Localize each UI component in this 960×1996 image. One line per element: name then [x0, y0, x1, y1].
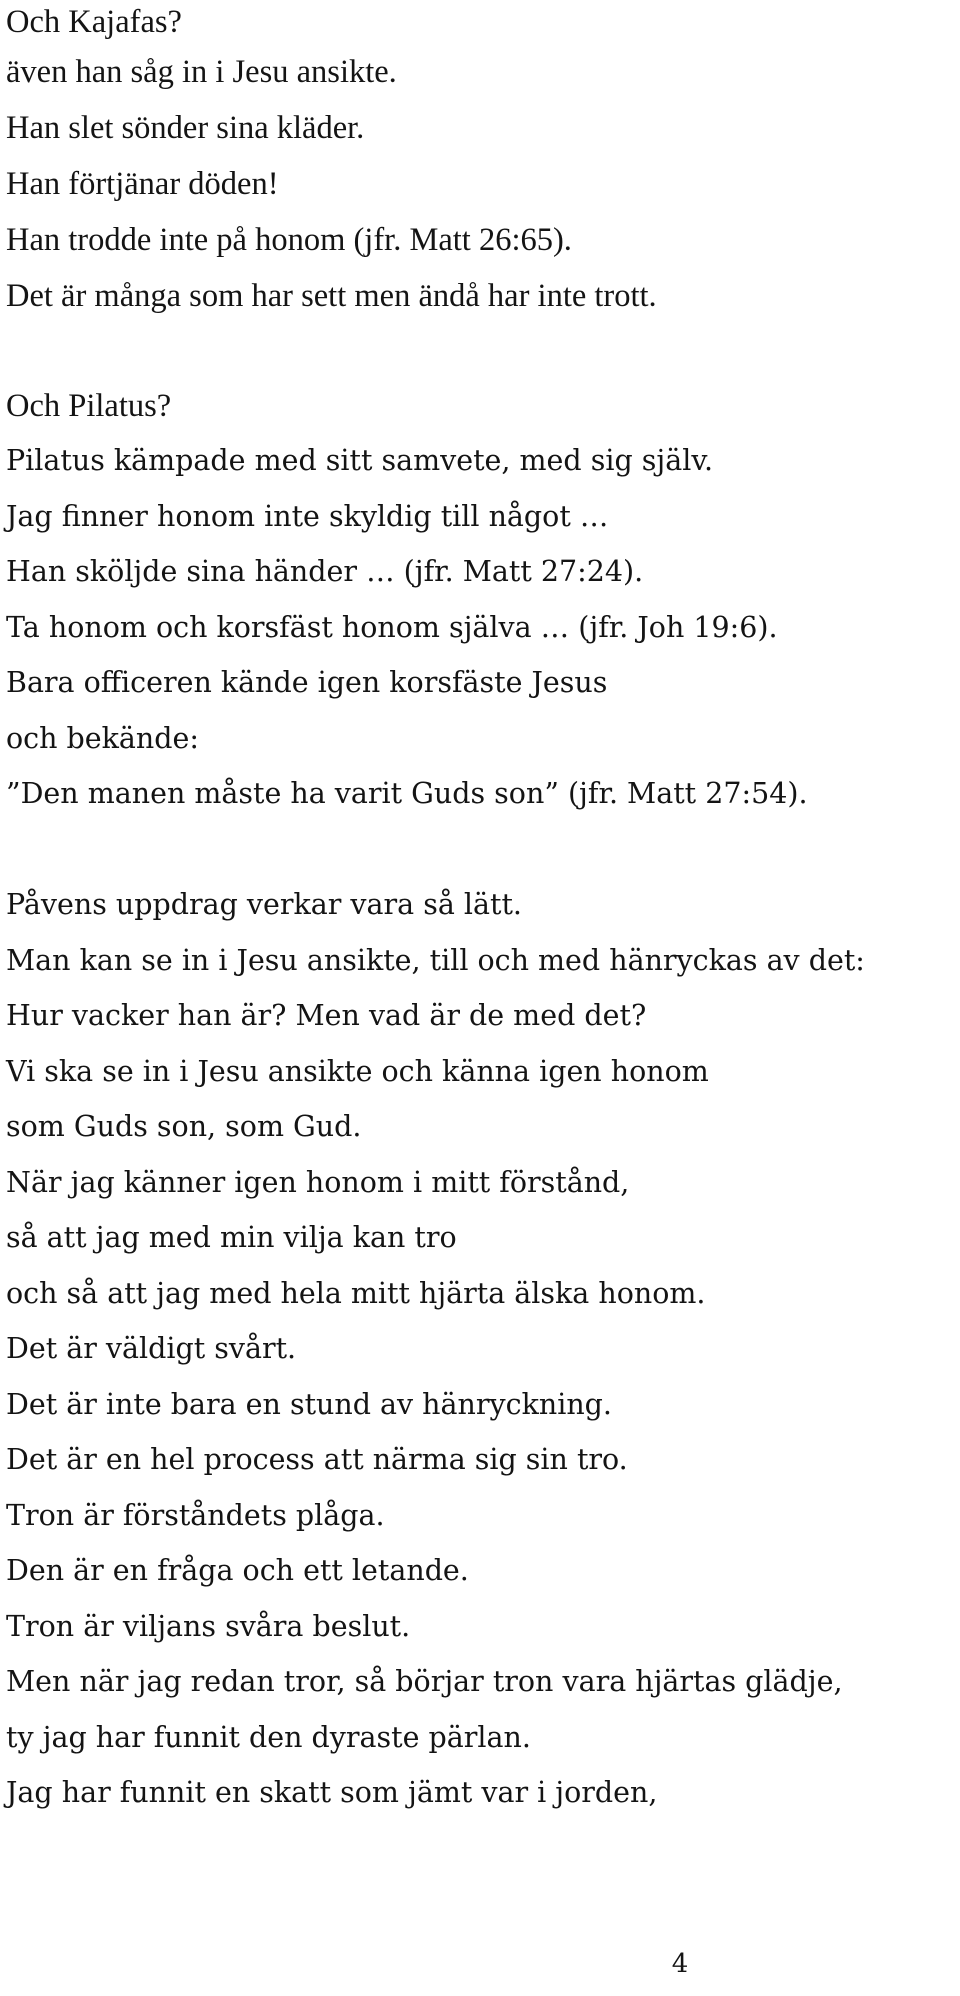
- text-line: Han slet sönder sina kläder.: [6, 110, 365, 146]
- text-line: Men när jag redan tror, så börjar tron vara hjärtas glädje,: [6, 1665, 843, 1698]
- text-line: Man kan se in i Jesu ansikte, till och med hänryckas av det:: [6, 944, 865, 977]
- text-line: Jag har funnit en skatt som jämt var i jorden,: [6, 1776, 658, 1809]
- text-line: Bara officeren kände igen korsfäste Jesus: [6, 666, 608, 699]
- text-line: Han förtjänar döden!: [6, 166, 279, 202]
- text-line: Och Pilatus?: [6, 388, 172, 424]
- text-line: ”Den manen måste ha varit Guds son” (jfr. Matt 27:54).: [6, 777, 808, 810]
- text-line: Tron är viljans svåra beslut.: [6, 1610, 411, 1643]
- text-line: Han sköljde sina händer … (jfr. Matt 27:24).: [6, 555, 644, 588]
- text-line: När jag känner igen honom i mitt förstånd,: [6, 1166, 630, 1199]
- text-line: Det är väldigt svårt.: [6, 1332, 297, 1365]
- text-line: ty jag har funnit den dyraste pärlan.: [6, 1721, 531, 1754]
- text-line: Hur vacker han är? Men vad är de med det?: [6, 999, 647, 1032]
- text-line: Det är inte bara en stund av hänryckning.: [6, 1388, 612, 1421]
- text-line: så att jag med min vilja kan tro: [6, 1221, 457, 1254]
- text-line: Tron är förståndets plåga.: [6, 1499, 385, 1532]
- text-line: och så att jag med hela mitt hjärta älska honom.: [6, 1277, 706, 1310]
- text-line: Det är många som har sett men ändå har inte trott.: [6, 278, 657, 314]
- text-line: Jag finner honom inte skyldig till något …: [6, 500, 609, 533]
- text-line: Och Kajafas?: [6, 4, 182, 40]
- text-line: även han såg in i Jesu ansikte.: [6, 54, 397, 90]
- text-line: Ta honom och korsfäst honom själva … (jfr. Joh 19:6).: [6, 611, 778, 644]
- text-line: Den är en fråga och ett letande.: [6, 1554, 469, 1587]
- text-line: som Guds son, som Gud.: [6, 1110, 362, 1143]
- text-line: Pilatus kämpade med sitt samvete, med sig själv.: [6, 444, 714, 477]
- page-number: 4: [671, 1949, 689, 1979]
- text-line: Vi ska se in i Jesu ansikte och känna igen honom: [6, 1055, 709, 1088]
- text-line: Påvens uppdrag verkar vara så lätt.: [6, 888, 522, 921]
- text-line: Han trodde inte på honom (jfr. Matt 26:65).: [6, 222, 572, 258]
- text-line: Det är en hel process att närma sig sin tro.: [6, 1443, 628, 1476]
- text-line: och bekände:: [6, 722, 199, 755]
